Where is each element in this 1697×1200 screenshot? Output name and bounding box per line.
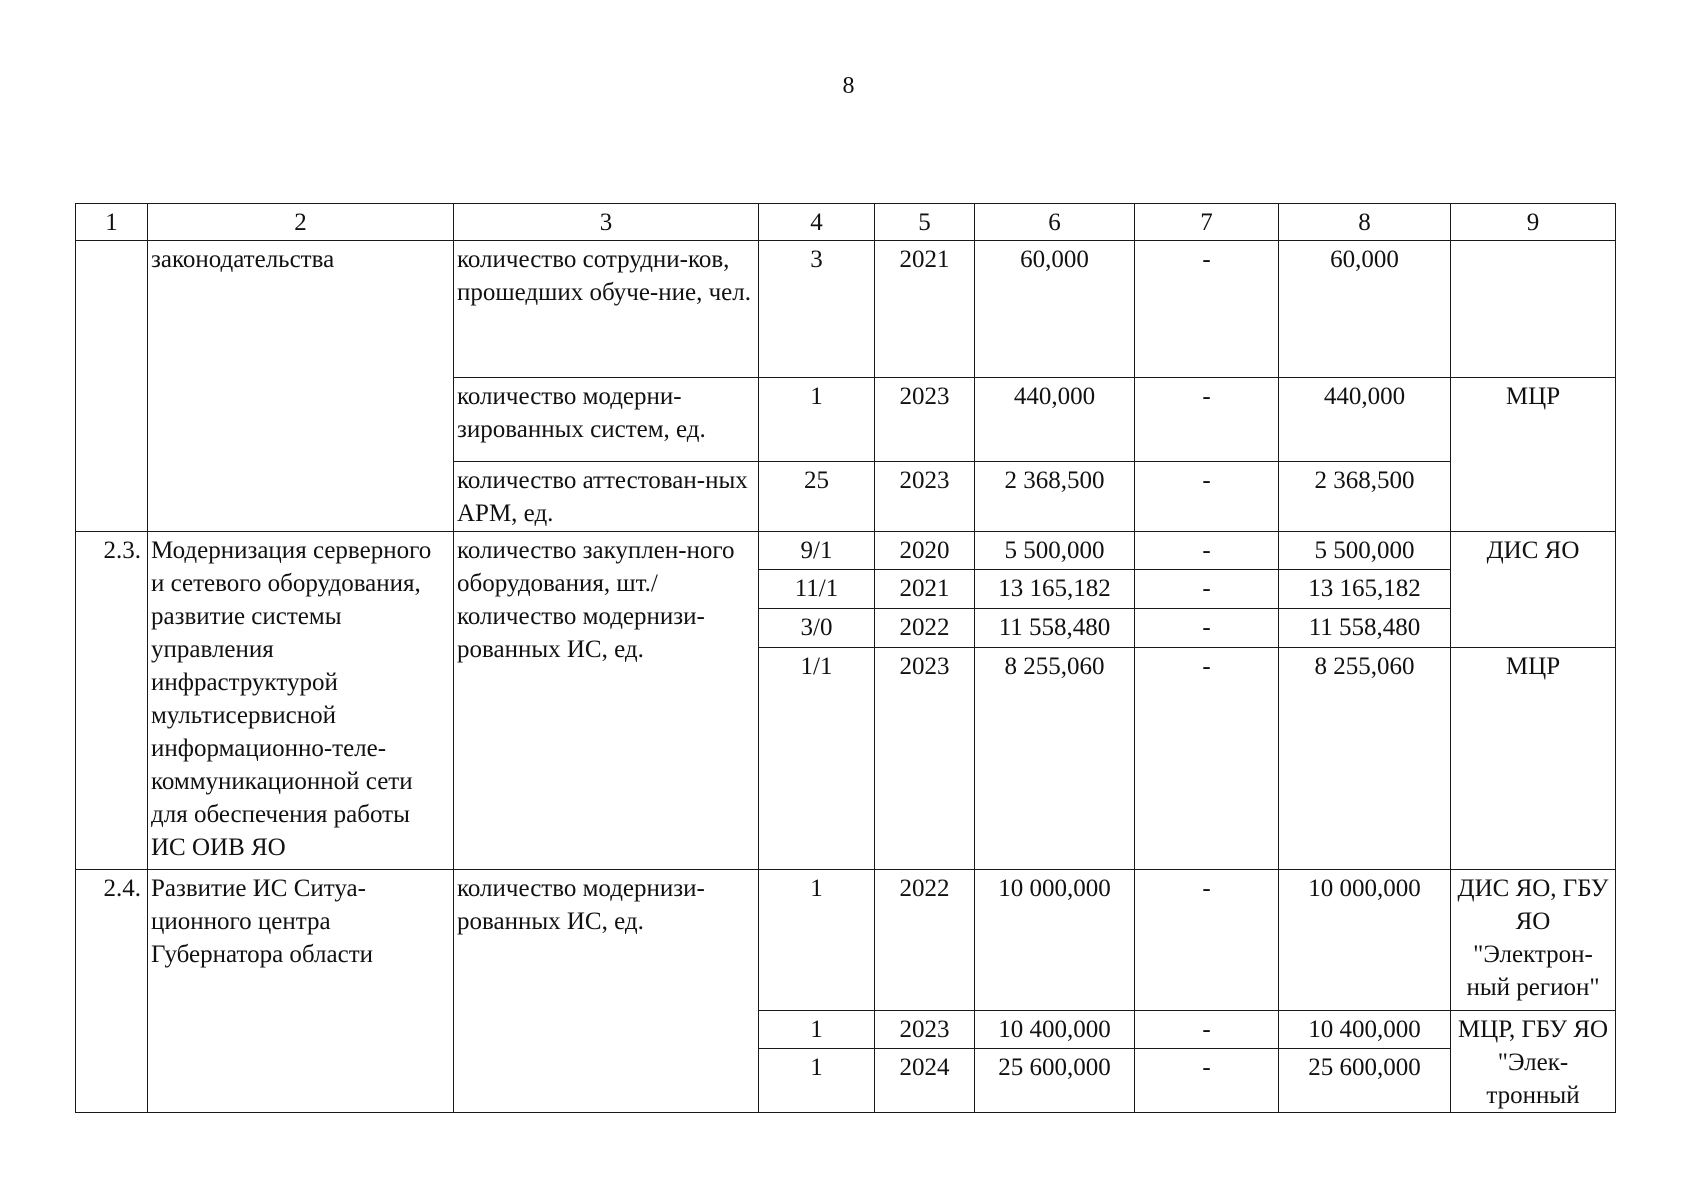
federal-cell: - [1135, 462, 1279, 532]
header-cell: 4 [759, 204, 875, 241]
federal-cell: - [1135, 1049, 1279, 1113]
header-cell: 5 [875, 204, 975, 241]
federal-cell: - [1135, 570, 1279, 609]
table-row [76, 532, 1616, 570]
executor-cell: ДИС ЯО, ГБУ ЯО "Электрон-ный регион" [1451, 870, 1616, 1011]
header-cell: 9 [1451, 204, 1616, 241]
regional-cell: 8 255,060 [1279, 648, 1451, 870]
total-cell: 10 000,000 [975, 870, 1135, 1011]
executor-cell: МЦР, ГБУ ЯО "Элек-тронный [1451, 1011, 1616, 1113]
regional-cell: 11 558,480 [1279, 609, 1451, 648]
total-cell: 60,000 [975, 241, 1135, 378]
quantity-cell: 3 [759, 241, 875, 378]
header-cell: 6 [975, 204, 1135, 241]
executor-cell: МЦР [1451, 378, 1616, 532]
federal-cell: - [1135, 532, 1279, 570]
quantity-cell: 9/1 [759, 532, 875, 570]
year-cell: 2021 [875, 241, 975, 378]
year-cell: 2023 [875, 648, 975, 870]
quantity-cell: 1/1 [759, 648, 875, 870]
federal-cell: - [1135, 378, 1279, 462]
quantity-cell: 1 [759, 870, 875, 1011]
quantity-cell: 1 [759, 1049, 875, 1113]
federal-cell: - [1135, 648, 1279, 870]
year-cell: 2021 [875, 570, 975, 609]
quantity-cell: 1 [759, 1011, 875, 1049]
federal-cell: - [1135, 1011, 1279, 1049]
row-number-cell: 2.3. [76, 532, 148, 870]
regional-cell: 5 500,000 [1279, 532, 1451, 570]
indicator-cell: количество модернизи-рованных ИС, ед. [454, 870, 759, 1113]
federal-cell: - [1135, 870, 1279, 1011]
regional-cell: 2 368,500 [1279, 462, 1451, 532]
page-number: 8 [842, 73, 855, 99]
regional-cell: 440,000 [1279, 378, 1451, 462]
quantity-cell: 25 [759, 462, 875, 532]
total-cell: 5 500,000 [975, 532, 1135, 570]
year-cell: 2023 [875, 378, 975, 462]
quantity-cell: 1 [759, 378, 875, 462]
total-cell: 2 368,500 [975, 462, 1135, 532]
indicator-cell: количество модерни-зированных систем, ед. [454, 378, 759, 462]
header-cell: 7 [1135, 204, 1279, 241]
header-cell: 8 [1279, 204, 1451, 241]
regional-cell: 25 600,000 [1279, 1049, 1451, 1113]
federal-cell: - [1135, 609, 1279, 648]
total-cell: 8 255,060 [975, 648, 1135, 870]
year-cell: 2023 [875, 1011, 975, 1049]
program-table [75, 203, 1616, 1113]
indicator-cell: количество закуплен-ного оборудования, шт./ количество модернизи-рованных ИС, ед. [454, 532, 759, 870]
quantity-cell: 11/1 [759, 570, 875, 609]
year-cell: 2022 [875, 609, 975, 648]
total-cell: 10 400,000 [975, 1011, 1135, 1049]
total-cell: 13 165,182 [975, 570, 1135, 609]
header-cell: 2 [148, 204, 454, 241]
year-cell: 2022 [875, 870, 975, 1011]
regional-cell: 60,000 [1279, 241, 1451, 378]
table-row [76, 241, 1616, 378]
measure-name-cell: законодательства [148, 241, 454, 532]
header-cell: 3 [454, 204, 759, 241]
year-cell: 2020 [875, 532, 975, 570]
federal-cell: - [1135, 241, 1279, 378]
row-number-cell: 2.4. [76, 870, 148, 1113]
regional-cell: 13 165,182 [1279, 570, 1451, 609]
indicator-cell: количество сотрудни-ков, прошедших обуче-ние, чел. [454, 241, 759, 378]
total-cell: 25 600,000 [975, 1049, 1135, 1113]
measure-name-cell: Модернизация серверного и сетевого оборудования, развитие системы управления инфраструктурой мультисервисной информационно-теле-коммуникационной сети для обеспечения работы ИС ОИВ ЯО [148, 532, 454, 870]
table-row [76, 870, 1616, 1011]
executor-cell [1451, 241, 1616, 378]
total-cell: 440,000 [975, 378, 1135, 462]
regional-cell: 10 400,000 [1279, 1011, 1451, 1049]
quantity-cell: 3/0 [759, 609, 875, 648]
measure-name-cell: Развитие ИС Ситуа-ционного центра Губернатора области [148, 870, 454, 1113]
executor-cell: ДИС ЯО [1451, 532, 1616, 648]
table-header-row [76, 204, 1616, 241]
year-cell: 2024 [875, 1049, 975, 1113]
total-cell: 11 558,480 [975, 609, 1135, 648]
header-cell: 1 [76, 204, 148, 241]
year-cell: 2023 [875, 462, 975, 532]
regional-cell: 10 000,000 [1279, 870, 1451, 1011]
row-number-cell [76, 241, 148, 532]
indicator-cell: количество аттестован-ных АРМ, ед. [454, 462, 759, 532]
executor-cell: МЦР [1451, 648, 1616, 870]
